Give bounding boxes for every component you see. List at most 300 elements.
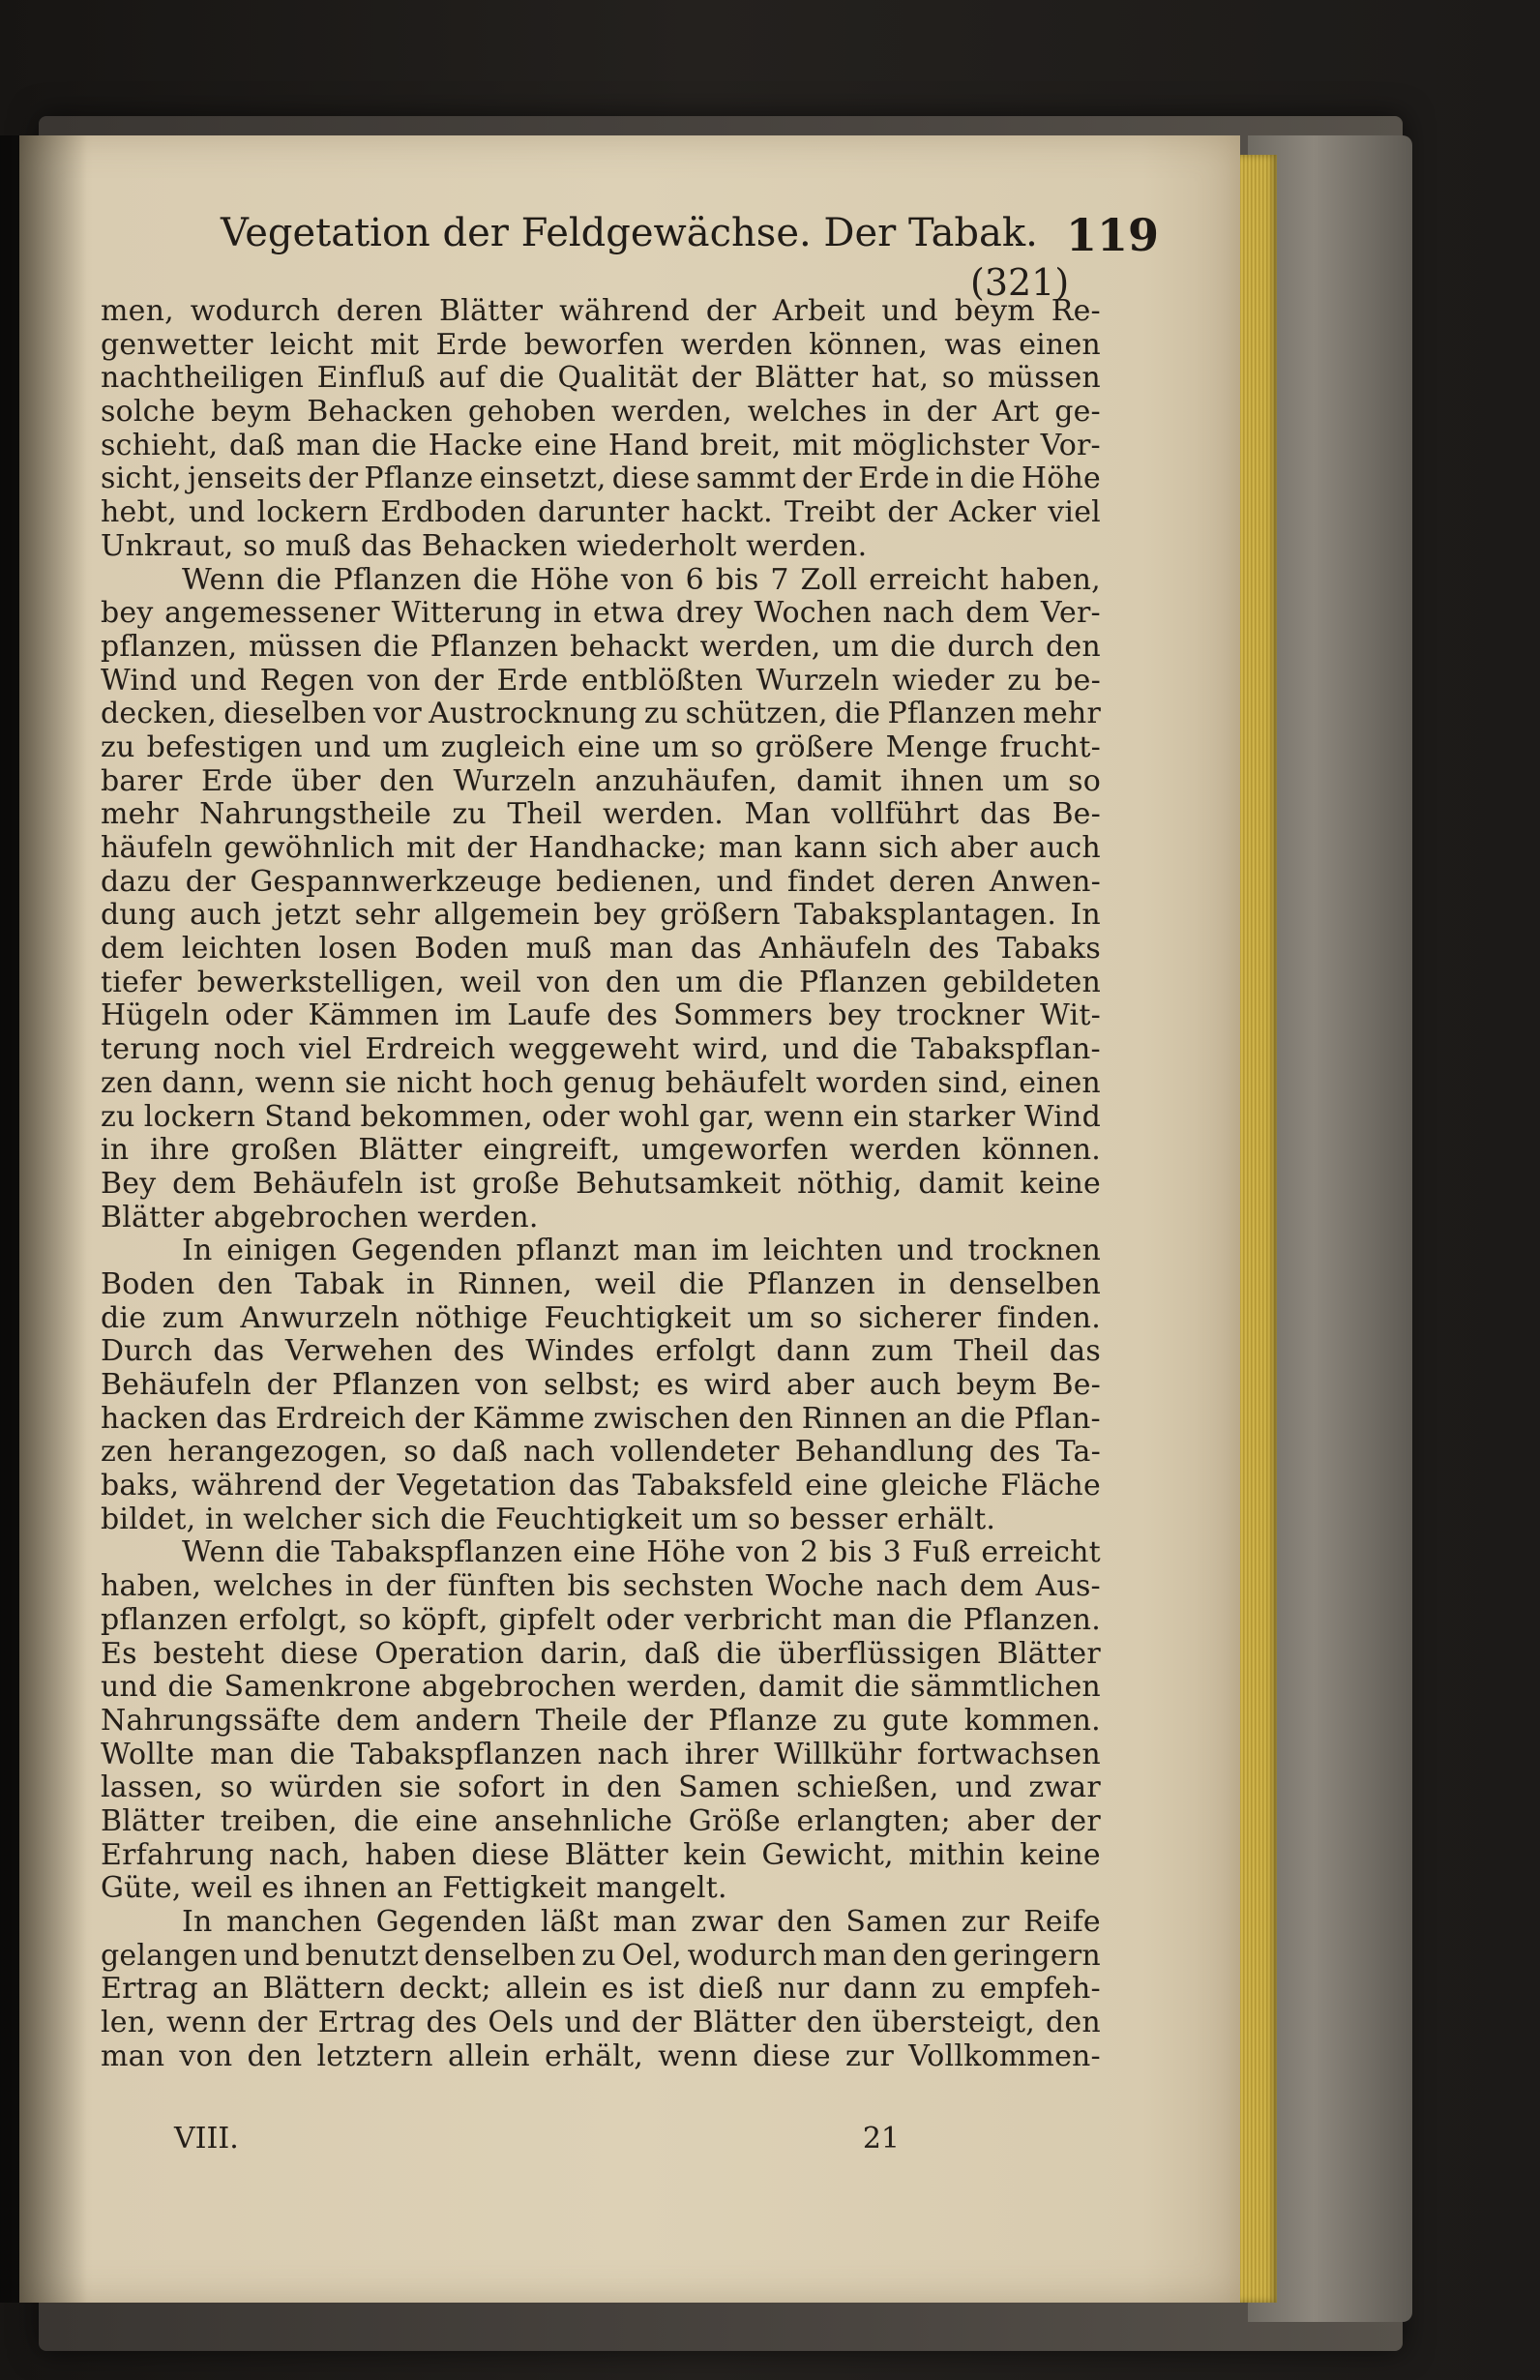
word: Ver- [1040, 596, 1101, 631]
word: trockner [896, 998, 1025, 1033]
word: gute [882, 1703, 950, 1738]
word: deren [888, 864, 976, 899]
word: und [955, 1770, 1013, 1805]
word: großen [230, 1133, 338, 1168]
word: 7 [770, 562, 789, 597]
word: fünften [447, 1569, 556, 1604]
word: ein [852, 1099, 900, 1134]
word: Pflanzen. [962, 1602, 1101, 1637]
word: und [190, 663, 248, 698]
word: diese [611, 461, 691, 496]
word: damit [918, 1166, 1004, 1201]
word: Pflanze [708, 1703, 818, 1738]
word: im [454, 998, 492, 1033]
word: sich [878, 831, 939, 865]
text-line: Güte, weil es ihnen an Fettigkeit mangelt. [101, 1871, 727, 1906]
word: des [426, 2006, 478, 2040]
word: Boden [101, 1266, 195, 1301]
word: der [705, 294, 756, 328]
word: läßt [540, 1905, 600, 1939]
word: Wenn [182, 562, 265, 597]
word: viel [298, 1032, 352, 1067]
text-line [101, 1369, 1101, 1403]
text-line [101, 765, 1101, 799]
text-line [101, 1436, 1101, 1470]
word: die [289, 1737, 336, 1771]
word: von [367, 663, 421, 698]
word: nach [522, 1435, 596, 1470]
word: Tabakspflanzen [350, 1737, 582, 1771]
word: eine [577, 729, 641, 764]
word: geringern [953, 1938, 1101, 1973]
word: so [1068, 763, 1101, 798]
word: nach [882, 596, 955, 631]
text-line [101, 631, 1101, 665]
word: man [633, 1234, 697, 1268]
word: die [371, 428, 418, 462]
word: bis [829, 1535, 873, 1570]
text-line [101, 1940, 1101, 1974]
word: nachtheiligen [101, 361, 305, 396]
word: der [1050, 1803, 1101, 1838]
word: zu [101, 1099, 135, 1134]
word: schießen, [796, 1770, 939, 1805]
word: auf [438, 361, 487, 396]
word: findet [786, 864, 875, 899]
text-line: bildet, in welcher sich die Feuchtigkeit um so besser erhält. [101, 1502, 996, 1536]
word: losen [318, 932, 398, 967]
word: noch [213, 1032, 286, 1067]
text-line [101, 496, 1101, 530]
word: dem [965, 596, 1030, 631]
word: Blätter [439, 294, 544, 328]
word: dann [776, 1334, 850, 1369]
word: man [210, 1737, 275, 1771]
word: eine [805, 1469, 869, 1503]
text-line [101, 1906, 1101, 1940]
word: Feuchtigkeit [544, 1300, 731, 1335]
word: bey [828, 998, 881, 1033]
word: Pflan- [1014, 1401, 1101, 1436]
word: mit [370, 327, 420, 362]
word: Rinnen [801, 1401, 907, 1436]
word: die [890, 629, 936, 664]
word: Oel, [621, 1938, 682, 1973]
word: Anhäufeln [758, 932, 911, 967]
word: etwa [592, 596, 666, 631]
text-line [101, 1235, 1101, 1268]
word: Behutsamkeit [576, 1166, 782, 1201]
word: pflanzen [101, 1602, 228, 1637]
word: Erde [435, 327, 508, 362]
word: möglichster [852, 428, 1030, 462]
text-line [101, 933, 1101, 967]
word: Höhe [646, 1535, 726, 1570]
word: 3 [882, 1535, 902, 1570]
word: worden [815, 1065, 929, 1100]
word: weil [459, 965, 522, 999]
text-line [101, 1101, 1101, 1135]
word: müssen [249, 629, 362, 664]
word: darin, [540, 1636, 629, 1671]
word: in [561, 1770, 590, 1805]
word: die [353, 1803, 400, 1838]
word: und [189, 495, 246, 530]
word: In [1070, 898, 1101, 933]
word: Willkühr [774, 1737, 902, 1771]
word: hoch [481, 1065, 554, 1100]
word: leicht [269, 327, 354, 362]
word: der [185, 864, 236, 899]
word: dung [101, 898, 176, 933]
word: man [296, 428, 361, 462]
word: werden [680, 327, 793, 362]
word: Pflanzen [799, 965, 928, 999]
word: der [334, 1469, 385, 1503]
page-number: 119 [1065, 209, 1159, 261]
word: Wind [101, 663, 178, 698]
word: Tabaks [996, 932, 1101, 967]
word: von [736, 1535, 790, 1570]
word: verbricht [684, 1602, 822, 1637]
word: auch [190, 898, 262, 933]
word: Anwen- [989, 864, 1101, 899]
word: Wenn [182, 1535, 265, 1570]
word: Blätter [101, 1803, 205, 1838]
word: erreicht [869, 562, 989, 597]
word: genug [563, 1065, 656, 1100]
word: sie [344, 1065, 387, 1100]
word: Reife [1023, 1905, 1101, 1939]
word: Durch [101, 1334, 192, 1369]
word: Ertrag [317, 2006, 416, 2040]
word: dann, [162, 1065, 246, 1100]
word: genwetter [101, 327, 253, 362]
word: Menge [885, 729, 989, 764]
word: Gegenden [350, 1234, 502, 1268]
word: In [182, 1905, 213, 1939]
word: deckt; [399, 1972, 491, 2007]
word: empfeh- [979, 1972, 1101, 2007]
word: und [313, 729, 371, 764]
text-line [101, 866, 1101, 900]
word: gewöhnlich [223, 831, 396, 865]
word: Erde [200, 763, 273, 798]
word: mit [406, 831, 456, 865]
word: Gegenden [375, 1905, 527, 1939]
word: Behäufeln [252, 1166, 403, 1201]
word: an [915, 1401, 953, 1436]
word: die [960, 1401, 1006, 1436]
word: werden. [603, 797, 725, 832]
word: das [213, 1334, 265, 1369]
text-line [101, 1771, 1101, 1805]
word: Blätter [564, 1837, 668, 1872]
text-line [101, 1335, 1101, 1369]
word: gar, [698, 1099, 755, 1134]
word: Laufe [507, 998, 592, 1033]
word: erlangten; [796, 1803, 951, 1838]
word: Hacke [428, 428, 523, 462]
word: kann [793, 831, 868, 865]
word: 6 [685, 562, 704, 597]
word: man [822, 1938, 887, 1973]
word: in [344, 1569, 374, 1604]
word: Wurzeln [453, 763, 577, 798]
word: Ta- [1055, 1435, 1101, 1470]
word: durch [947, 629, 1035, 664]
word: es [601, 1972, 635, 2007]
word: haben, [101, 1569, 202, 1604]
word: Windes [525, 1334, 635, 1369]
word: selbst; [544, 1368, 641, 1402]
word: des [928, 932, 980, 967]
word: erreicht [981, 1535, 1101, 1570]
text-line [101, 396, 1101, 430]
word: Wit- [1040, 998, 1101, 1033]
word: hackt. [680, 495, 773, 530]
word: Tabakspflanzen [331, 1535, 563, 1570]
word: Be- [1051, 1368, 1101, 1402]
word: starker [907, 1099, 1016, 1134]
word: Re- [1051, 294, 1101, 328]
word: Acker [949, 495, 1037, 530]
word: sechsten [622, 1569, 755, 1604]
word: aber [786, 1368, 855, 1402]
word: von [620, 562, 674, 597]
word: Nahrungssäfte [101, 1703, 321, 1738]
word: der [266, 1368, 317, 1402]
word: die [854, 1670, 901, 1705]
word: Wurzeln [755, 663, 879, 698]
word: hat, [871, 361, 930, 396]
word: solche [101, 395, 196, 430]
word: Tabakspflan- [911, 1032, 1101, 1067]
word: können. [982, 1133, 1101, 1168]
word: Wollte [101, 1737, 195, 1771]
word: wenn [254, 1065, 336, 1100]
word: über [291, 763, 361, 798]
word: fortwachsen [916, 1737, 1101, 1771]
word: nach, [269, 1837, 350, 1872]
word: Blättern [262, 1972, 386, 2007]
word: wird [703, 1368, 772, 1402]
word: beym [956, 1368, 1037, 1402]
word: sofort [458, 1770, 546, 1805]
word: einigen [226, 1234, 338, 1268]
word: größere [755, 729, 874, 764]
word: bey [101, 596, 154, 631]
word: vollendeter [610, 1435, 780, 1470]
word: Behacken [307, 395, 453, 430]
word: gehoben [467, 395, 596, 430]
word: übersteigt, [872, 2006, 1036, 2040]
word: zu [452, 797, 487, 832]
word: baks, [101, 1469, 180, 1503]
word: in [935, 461, 964, 496]
word: nach [597, 1737, 669, 1771]
text-line [101, 1973, 1101, 2007]
word: die [498, 361, 545, 396]
word: Oels [488, 2006, 554, 2040]
text-line [101, 1805, 1101, 1839]
word: große [472, 1166, 560, 1201]
word: einen [1019, 327, 1101, 362]
word: den [217, 1266, 273, 1301]
word: decken, [101, 697, 217, 731]
word: Gewicht, [761, 1837, 894, 1872]
word: Pflanze [364, 461, 474, 496]
text-line [101, 597, 1101, 631]
original-page-number: (321) [970, 261, 1070, 304]
word: zur [844, 2038, 895, 2073]
word: Höhe [1021, 461, 1101, 496]
word: bis [715, 562, 759, 597]
word: in [898, 1266, 927, 1301]
word: würden [269, 1770, 383, 1805]
word: es [656, 1368, 690, 1402]
word: der [433, 663, 485, 698]
word: häufeln [101, 831, 213, 865]
word: daß [228, 428, 285, 462]
word: Fuß [911, 1535, 971, 1570]
word: und [716, 864, 774, 899]
word: die [737, 965, 785, 999]
text-line: Unkraut, so muß das Behacken wiederholt werden. [101, 528, 868, 563]
word: Arbeit [772, 294, 866, 328]
word: Samen [678, 1770, 781, 1805]
word: diese [471, 1837, 550, 1872]
word: werden, [610, 395, 732, 430]
word: werden, [699, 629, 821, 664]
word: Sommers [672, 998, 814, 1033]
word: an [212, 1972, 249, 2007]
word: auch [1028, 831, 1101, 865]
word: Boden [414, 932, 509, 967]
word: einsetzt, [479, 461, 607, 496]
word: kein [683, 1837, 747, 1872]
word: die [906, 1602, 953, 1637]
word: Kämmen [308, 998, 439, 1033]
word: darunter [537, 495, 669, 530]
word: allgemein [433, 898, 580, 933]
word: in [882, 395, 911, 430]
word: nicht [396, 1065, 472, 1100]
word: der [691, 361, 742, 396]
word: Tabaksfeld [632, 1469, 793, 1503]
word: den [892, 1938, 948, 1973]
word: Wochen [754, 596, 872, 631]
word: Samen [845, 1905, 948, 1939]
word: ist [419, 1166, 457, 1201]
word: zu [931, 1972, 966, 2007]
word: bekommen, [360, 1099, 533, 1134]
word: ansehnliche [493, 1803, 673, 1838]
word: einen [1019, 1065, 1101, 1100]
signature-volume: VIII. [174, 2122, 239, 2156]
word: wieder [892, 663, 994, 698]
word: entblößten [580, 663, 744, 698]
word: dem [172, 1166, 237, 1201]
word: Gespannwerkzeuge [250, 864, 543, 899]
word: eine [534, 428, 598, 462]
word: Treibt [785, 495, 876, 530]
word: abgebrochen [422, 1670, 617, 1705]
word: den [806, 2006, 862, 2040]
word: damit [757, 1670, 844, 1705]
word: gipfelt [498, 1602, 596, 1637]
text-line [101, 430, 1101, 463]
word: des [607, 998, 659, 1033]
word: zum [162, 1300, 224, 1335]
word: lassen, [101, 1770, 204, 1805]
word: wodurch [687, 1938, 817, 1973]
word: sind, [937, 1065, 1010, 1100]
word: beym [211, 395, 292, 430]
word: diese [280, 1636, 359, 1671]
word: während [191, 1469, 322, 1503]
word: Einfluß [316, 361, 426, 396]
word: der [887, 495, 938, 530]
word: letztern [316, 2038, 433, 2073]
word: erfolgt, [238, 1602, 348, 1637]
word: die [372, 629, 419, 664]
word: Vollkommen- [908, 2038, 1101, 2073]
text-line [101, 798, 1101, 832]
word: zwischen [593, 1401, 730, 1436]
word: die [167, 1670, 214, 1705]
word: Hügeln [101, 998, 210, 1033]
word: deren [336, 294, 424, 328]
word: Witterung [391, 596, 543, 631]
word: Pflanzen [429, 629, 559, 664]
word: wird, [692, 1032, 770, 1067]
word: eine [573, 1535, 637, 1570]
word: frucht- [999, 729, 1101, 764]
word: Zoll [800, 562, 858, 597]
word: den [738, 1401, 794, 1436]
word: eingreift, [483, 1133, 621, 1168]
word: gleiche [880, 1469, 989, 1503]
word: und [564, 2006, 621, 2040]
word: jenseits [188, 461, 303, 496]
word: um [1002, 763, 1050, 798]
word: köpft, [401, 1602, 489, 1637]
word: nach [875, 1569, 948, 1604]
word: zum [871, 1334, 933, 1369]
text-line [101, 564, 1101, 598]
word: den [607, 1770, 662, 1805]
word: das [568, 1469, 620, 1503]
word: sämmtlichen [910, 1670, 1101, 1705]
word: sie [399, 1770, 441, 1805]
word: Blätter [358, 1133, 462, 1168]
text-line [101, 1570, 1101, 1604]
word: des [989, 1435, 1041, 1470]
word: schieht, [101, 428, 219, 462]
word: Erfahrung [101, 1837, 254, 1872]
text-line: Blätter abgebrochen werden. [101, 1200, 539, 1235]
word: Es [101, 1636, 137, 1671]
word: man [612, 1905, 677, 1939]
word: schützen, [685, 697, 828, 731]
word: Kämme [472, 1401, 585, 1436]
word: so [710, 729, 744, 764]
word: daß [644, 1636, 700, 1671]
word: Erdreich [365, 1032, 496, 1067]
word: keine [1020, 1837, 1101, 1872]
word: Fläche [1000, 1469, 1101, 1503]
